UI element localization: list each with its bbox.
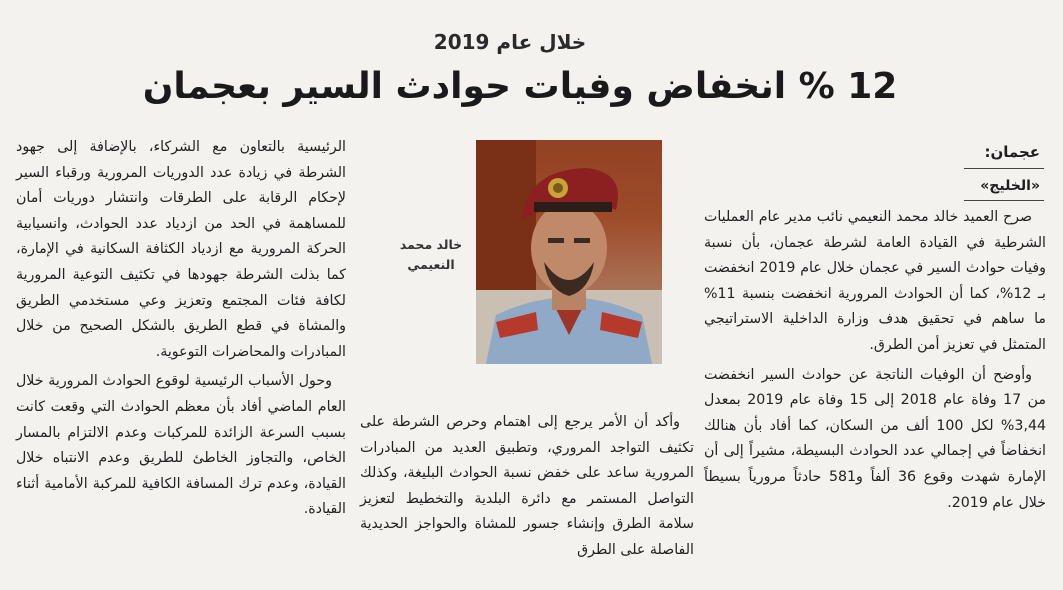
portrait-illustration <box>476 140 662 364</box>
article-headline: 12 % انخفاض وفيات حوادث السير بعجمان <box>142 66 898 107</box>
article-kicker: خلال عام 2019 <box>433 30 587 54</box>
article-dateline: عجمان: <box>984 143 1040 161</box>
right-column <box>704 205 1046 516</box>
right-paragraph-1: صرح العميد خالد محمد النعيمي نائب مدير عام العمليات الشرطية في القيادة العامة لشرطة عجمان، بأن نسبة وفيات حوادث السير في عجمان خلال عام 2019 انخفضت بـ 12%، كما أن الحوادث المرورية انخفضت بنسبة 11% ما ساهم في تحقيق هدف وزارة الداخلية الاستراتيجي المتمثل في تعزيز أمن الطرق. <box>704 209 1046 353</box>
article-source: «الخليج» <box>980 178 1040 194</box>
left-paragraph-2: وحول الأسباب الرئيسية لوقوع الحوادث المرورية خلال العام الماضي أفاد بأن معظم الحوادث التي وقعت كانت بسبب السرعة الزائدة للمركبات وعدم الالتزام بالمسار الخاص، والتجاوز الخاطئ للطريق وعدم الانتباه خلال القيادة، وعدم ترك المسافة الكافية للمركبة الأمامية أثناء القيادة. <box>16 373 346 518</box>
photo-caption: خالد محمد النعيمي <box>399 237 463 272</box>
dateline-rule <box>964 168 1044 169</box>
left-paragraph-1: الرئيسية بالتعاون مع الشركاء، بالإضافة إلى جهود الشرطة في زيادة عدد الدوريات المرورية ورقباء السير لإحكام الرقابة على الطرقات وانتشار دوريات أمان للمساهمة في الحد من ازدياد عدد الحوادث، وانسيابية الحركة المرورية مع ازدياد الكثافة السكانية في الإمارة، كما بذلت الشرطة جهودها في تكثيف التوعية المرورية لكافة فئات المجتمع وتعزيز وعي مستخدمي الطريق والمشاة في قطع الطريق بالشكل الصحيح من خلال المبادرات والمحاضرات التوعوية. <box>16 139 346 360</box>
source-rule <box>964 200 1044 201</box>
right-paragraph-2: وأوضح أن الوفيات الناتجة عن حوادث السير انخفضت من 17 وفاة عام 2018 إلى 15 وفاة عام 2019 بمعدل 3,44% لكل 100 ألف من السكان، كما أفاد بأن هنالك انخفاضاً في إجمالي عدد الحوادث البسيطة، مشيراً إلى أن الإمارة شهدت وقوع 36 ألفاً و581 حادثاً مرورياً بسيطاً خلال عام 2019. <box>704 366 1047 511</box>
portrait-photo <box>476 140 662 364</box>
left-column <box>16 135 346 523</box>
middle-column <box>360 410 694 564</box>
middle-paragraph-1: وأكد أن الأمر يرجع إلى اهتمام وحرص الشرطة على تكثيف التواجد المروري، وتطبيق العديد من المبادرات المرورية ساعد على خفض نسبة الحوادث البليغة، وكذلك التواصل المستمر مع دائرة البلدية والتخطيط لتعزيز سلامة الطرق وإنشاء جسور للمشاة والحواجز الحديدية الفاصلة على الطرق <box>360 414 694 558</box>
